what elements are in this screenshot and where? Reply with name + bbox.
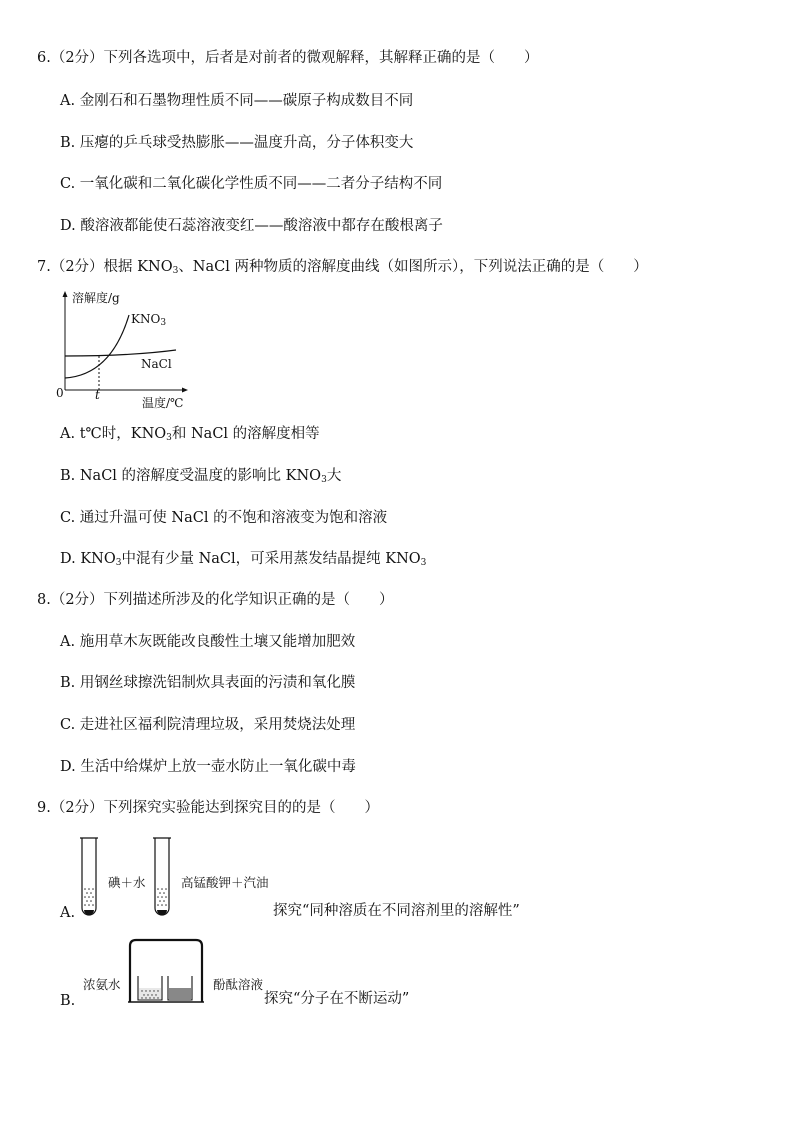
q6-stem: 6.（2分）下列各选项中，后者是对前者的微观解释，其解释正确的是（ ）	[37, 50, 539, 66]
tube1-label: 碘＋水	[108, 875, 146, 890]
q8-option-a: A. 施用草木灰既能改良酸性土壤又能增加肥效	[60, 634, 356, 650]
test-tube-2	[155, 838, 169, 915]
q7-option-b: B. NaCl 的溶解度受温度的影响比 $KNO_3$大	[60, 468, 342, 485]
y-axis-arrow	[63, 291, 68, 297]
graph-origin: 0	[56, 386, 64, 400]
q7-option-d: D. $KNO_3$中混有少量 NaCl，可采用蒸发结晶提纯 $KNO_3$	[60, 551, 427, 568]
graph-nacl-label: NaCl	[141, 357, 172, 371]
left-beaker-label: 浓氨水	[83, 977, 121, 992]
q6-option-c: C. 一氧化碳和二氧化碳化学性质不同——二者分子结构不同	[60, 176, 443, 192]
x-axis-arrow	[182, 388, 188, 393]
q8-option-d: D. 生活中给煤炉上放一壶水防止一氧化碳中毒	[60, 759, 356, 775]
q8-option-b: B. 用钢丝球擦洗铝制炊具表面的污渍和氧化膜	[60, 675, 356, 691]
q6-option-a: A. 金刚石和石墨物理性质不同——碳原子构成数目不同	[60, 93, 414, 109]
q7-stem: 7.（2分）根据 $KNO_3$、NaCl 两种物质的溶解度曲线（如图所示），下列说法正确的是（ ）	[37, 259, 648, 276]
solubility-graph-svg	[56, 290, 196, 410]
graph-t-tick: t	[95, 388, 100, 402]
beaker-right-liquid	[169, 988, 191, 999]
graph-ylabel: 溶解度/g	[72, 291, 120, 305]
q8-stem: 8.（2分）下列描述所涉及的化学知识正确的是（ ）	[37, 592, 394, 608]
q9-stem: 9.（2分）下列探究实验能达到探究目的的是（ ）	[37, 800, 380, 816]
q9-option-b-letter: B.	[60, 993, 76, 1009]
tube2-label: 高锰酸钾＋汽油	[181, 875, 269, 890]
q7-option-c: C. 通过升温可使 NaCl 的不饱和溶液变为饱和溶液	[60, 510, 388, 526]
test-tube-1	[82, 838, 96, 915]
graph-kno3-label: $KNO_3$	[131, 312, 167, 328]
right-beaker-label: 酚酞溶液	[213, 977, 264, 992]
test-tube-1-liquid	[84, 888, 94, 906]
q9-option-a-letter: A.	[60, 905, 76, 921]
q6-option-d: D. 酸溶液都能使石蕊溶液变红——酸溶液中都存在酸根离子	[60, 218, 443, 234]
graph-xlabel: 温度/℃	[142, 396, 184, 410]
nacl-curve	[65, 350, 176, 356]
q6-option-b: B. 压瘪的乒乓球受热膨胀——温度升高，分子体积变大	[60, 135, 414, 151]
q9-option-a-desc: 探究“同种溶质在不同溶剂里的溶解性”	[273, 903, 520, 919]
q7-option-a: A. t℃时，$KNO_3$和 NaCl 的溶解度相等	[60, 426, 320, 443]
q8-option-c: C. 走进社区福利院清理垃圾，采用焚烧法处理	[60, 717, 356, 733]
bell-jar-diagram	[128, 938, 218, 1004]
kno3-curve	[65, 315, 129, 378]
test-tube-2-liquid	[157, 888, 167, 906]
q9-option-b-desc: 探究“分子在不断运动”	[264, 991, 410, 1007]
